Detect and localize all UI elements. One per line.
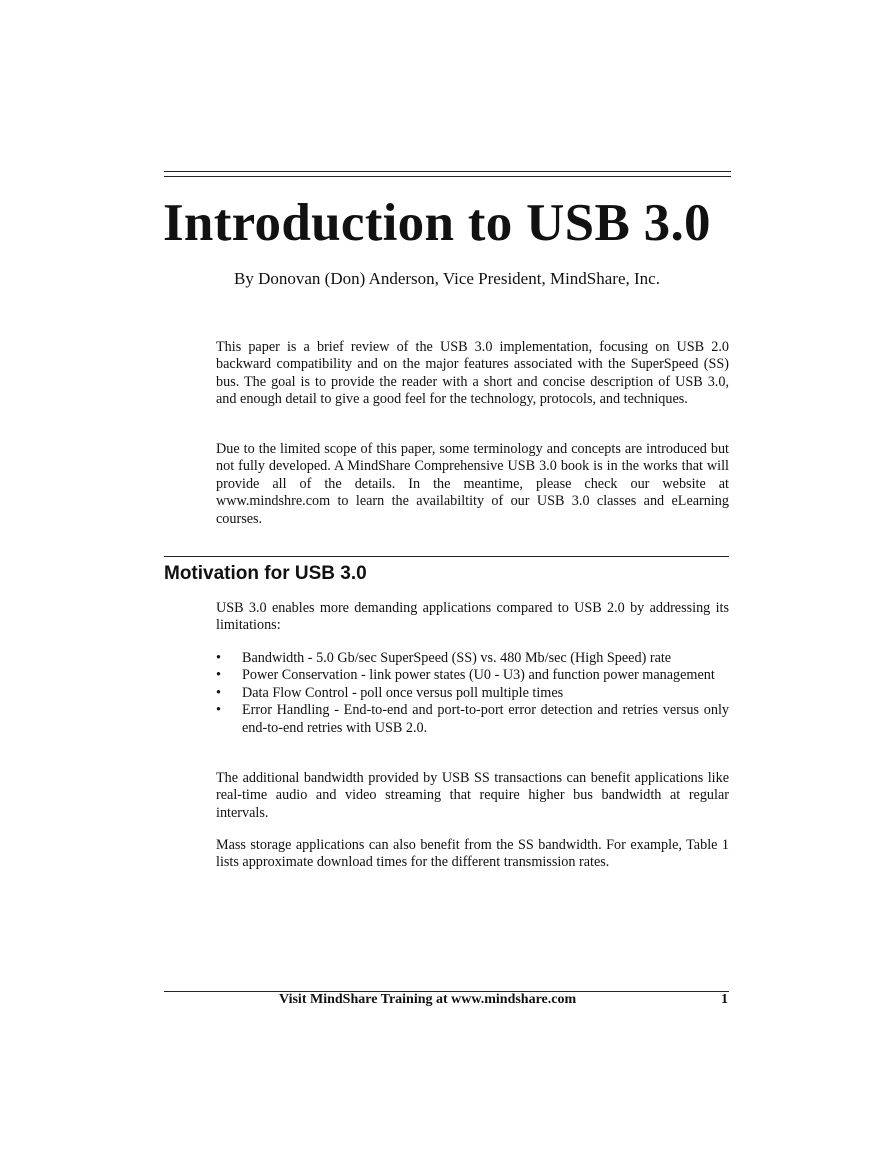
bullet-item-error-handling [216, 702, 729, 737]
bullet-text: Power Conservation - link power states (U0 - U3) and function power management [242, 667, 715, 684]
bullet-icon: • [216, 702, 221, 719]
bullet-icon: • [216, 684, 221, 701]
bullet-icon: • [216, 650, 221, 666]
bullet-text: Data Flow Control - poll once versus poll multiple times [242, 684, 564, 701]
footer-text: Visit MindShare Training at www.mindshare.com [279, 992, 577, 1007]
bullet-icon: • [216, 667, 221, 684]
intro-paragraph-2: Due to the limited scope of this paper, some terminology and concepts are introduced but not fully developed. A MindShare Comprehensive USB 3.0 book is in the works that will provide all of the details. In the meantime, please check our website at www.mindshre.com to learn the availabiltity of our USB 3.0 classes and eLearning courses. [216, 441, 729, 527]
section-lead-paragraph: USB 3.0 enables more demanding applications compared to USB 2.0 by addressing its limitations: [216, 600, 729, 634]
page-number: 1 [721, 992, 728, 1007]
intro-paragraph-1: This paper is a brief review of the USB 3.0 implementation, focusing on USB 2.0 backward compatibility and on the major features associated with the SuperSpeed (SS) bus. The goal is to provide the reader with a short and concise description of USB 3.0, and enough detail to give a good feel for the technology, protocols, and techniques. [216, 339, 729, 408]
bullet-item-power [216, 667, 729, 684]
bullet-item-bandwidth [216, 650, 729, 667]
bullet-item-data-flow [216, 685, 729, 702]
bullet-text: Error Handling - End-to-end and port-to-port error detection and retries versus only end-to-end retries with USB 2.0. [242, 702, 729, 736]
section-rule [164, 556, 729, 557]
mass-storage-paragraph: Mass storage applications can also benefit from the SS bandwidth. For example, Table 1 lists approximate download times for the different transmission rates. [216, 837, 729, 871]
author-byline: By Donovan (Don) Anderson, Vice President, MindShare, Inc. [234, 269, 660, 288]
feature-bullet-list [216, 650, 729, 737]
document-title: Introduction to USB 3.0 [163, 194, 711, 252]
section-heading: Motivation for USB 3.0 [164, 563, 367, 584]
header-rule-thick [164, 171, 731, 172]
header-rule-thin [164, 176, 731, 177]
bullet-text: Bandwidth - 5.0 Gb/sec SuperSpeed (SS) vs. 480 Mb/sec (High Speed) rate [242, 650, 672, 666]
bandwidth-paragraph: The additional bandwidth provided by USB SS transactions can benefit applications like real-time audio and video streaming that require higher bus bandwidth at regular intervals. [216, 770, 729, 821]
